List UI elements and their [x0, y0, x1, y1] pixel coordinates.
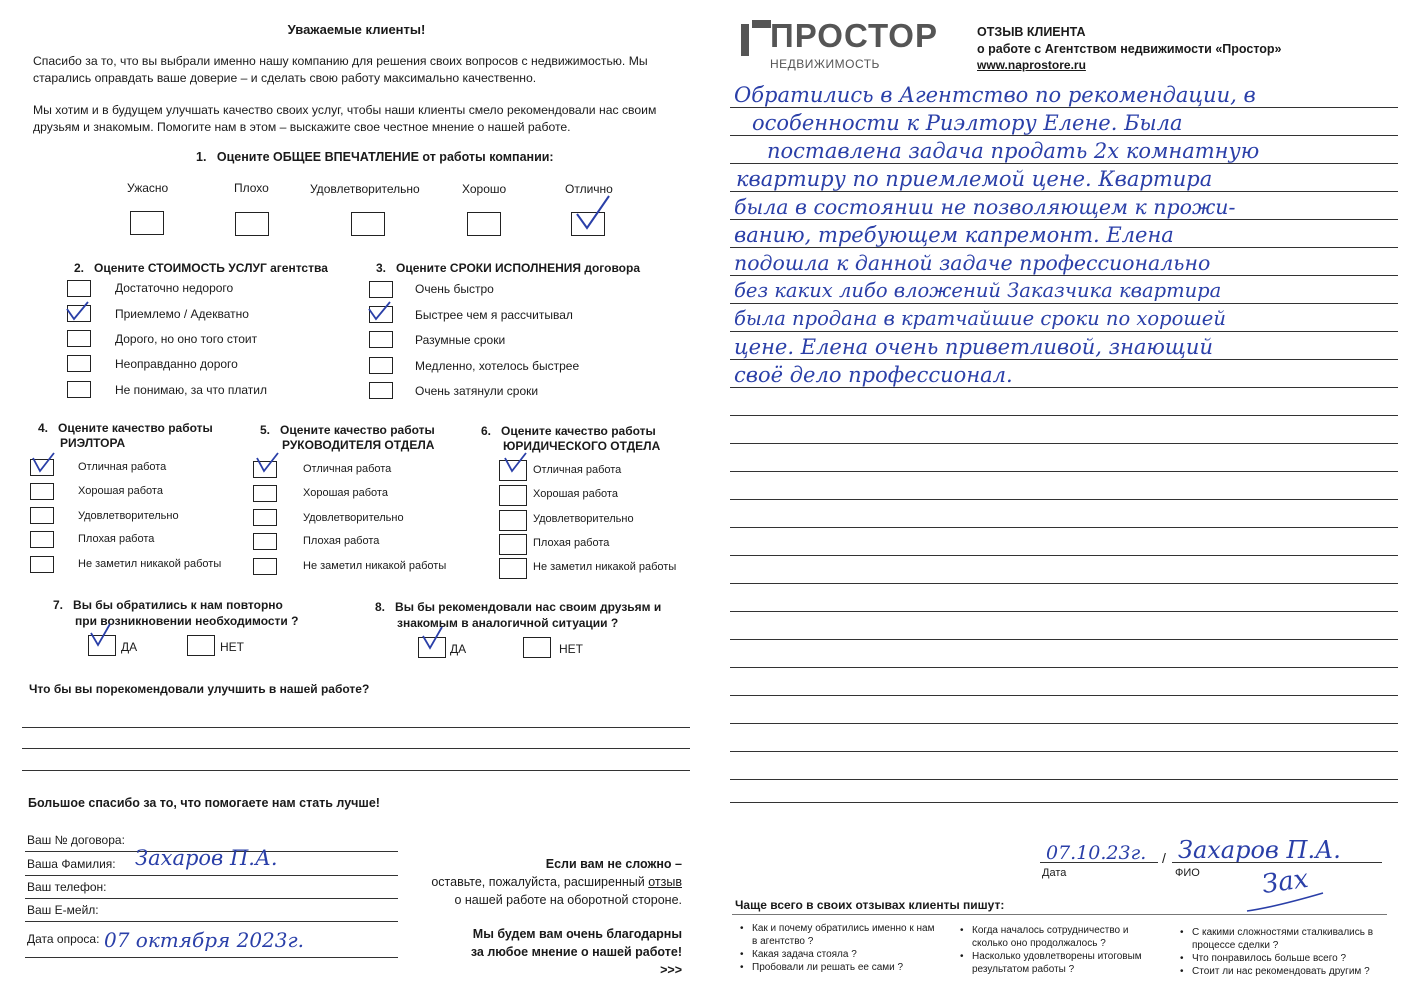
q5-checkbox[interactable]: [253, 485, 277, 502]
review-fio-field[interactable]: [1172, 862, 1382, 863]
q1-option-label: Отлично: [565, 182, 613, 196]
q2-option-label: Достаточно недорого: [115, 281, 234, 295]
review-line: ванию, требующем капремонт. Елена: [734, 223, 1174, 247]
signature: Зах: [1260, 863, 1311, 901]
q8-no-label: НЕТ: [559, 642, 583, 656]
review-line: поставлена задача продать 2х комнатную: [767, 139, 1260, 163]
q1-title: 1. Оцените ОБЩЕЕ ВПЕЧАТЛЕНИЕ от работы компании:: [196, 150, 554, 164]
q4-checkbox[interactable]: [30, 507, 54, 524]
q8-title: 8. Вы бы рекомендовали нас своим друзьям и знакомым в аналогичной ситуации ?: [375, 600, 662, 630]
q6-checkbox[interactable]: [499, 510, 527, 531]
q1-checkbox-satisfactory[interactable]: [351, 212, 385, 236]
ruled-line: [730, 527, 1398, 528]
q2-title: 2. Оцените СТОИМОСТЬ УСЛУГ агентства: [74, 261, 328, 275]
intro-paragraph-2: Мы хотим и в будущем улучшать качество своих услуг, чтобы наши клиенты смело рекомендовали нас своим друзьям и знакомым. Помогите нам в этом – выскажите свое честное мнение о нашей работе.: [33, 103, 657, 134]
survey-title: Уважаемые клиенты!: [287, 22, 426, 37]
q6-option-label: Плохая работа: [533, 537, 610, 549]
surname-field[interactable]: [25, 875, 398, 876]
q6-checkbox[interactable]: [499, 485, 527, 506]
q4-option-label: Отличная работа: [78, 461, 167, 473]
q4-checkbox[interactable]: [30, 556, 54, 573]
ruled-line: [730, 359, 1398, 360]
improve-question: Что бы вы порекомендовали улучшить в нашей работе?: [29, 682, 370, 696]
q2-checkbox[interactable]: [67, 381, 91, 398]
q5-title: 5. Оцените качество работы РУКОВОДИТЕЛЯ ОТДЕЛА: [260, 423, 435, 452]
q7-no-checkbox[interactable]: [187, 635, 215, 656]
q8-no-checkbox[interactable]: [523, 637, 551, 658]
q4-checkbox[interactable]: [30, 531, 54, 548]
q1-checkbox-bad[interactable]: [235, 212, 269, 236]
q3-option-label: Очень затянули сроки: [415, 384, 539, 398]
q3-checkbox[interactable]: [369, 357, 393, 374]
ruled-line: [730, 779, 1398, 780]
phone-field[interactable]: [25, 898, 398, 899]
email-label: Ваш Е-мейл:: [27, 903, 99, 917]
thanks-text: Большое спасибо за то, что помогаете нам стать лучше!: [28, 796, 380, 810]
ruled-line: [730, 611, 1398, 612]
q3-option-label: Очень быстро: [415, 282, 494, 296]
intro-paragraph-1: Спасибо за то, что вы выбрали именно нашу компанию для решения своих вопросов с недвижимостью. Мы старались оправдать ваше доверие – и сделать свою работу максимально качественно.: [33, 54, 648, 85]
q6-option-label: Удовлетворительно: [533, 513, 634, 525]
tips-column-1: • Как и почему обратились именно к нам в агентство ? • Какая задача стояла ? • Пробовали ли решать ее сами ?: [752, 922, 942, 974]
ruled-line: [730, 331, 1398, 332]
surname-label: Ваша Фамилия:: [27, 857, 116, 871]
answer-line[interactable]: [22, 727, 690, 728]
ruled-line: [730, 415, 1398, 416]
q5-checkbox[interactable]: [253, 558, 277, 575]
logo-subtitle: НЕДВИЖИМОСТЬ: [770, 57, 880, 71]
contract-label: Ваш № договора:: [27, 833, 125, 847]
tips-column-2: • Когда началось сотрудничество и сколько оно продолжалось ? • Насколько удовлетворены итоговым результатом работы ?: [972, 924, 1162, 976]
review-link[interactable]: отзыв: [648, 875, 682, 889]
q2-option-label: Дорого, но оно того стоит: [115, 332, 258, 346]
divider: [732, 914, 1387, 915]
review-line: подошла к данной задаче профессионально: [734, 251, 1211, 275]
review-line: особенности к Риэлтору Елене. Была: [752, 111, 1183, 135]
q4-option-label: Удовлетворительно: [78, 510, 179, 522]
ruled-line: [730, 723, 1398, 724]
ruled-line: [730, 135, 1398, 136]
ruled-line: [730, 639, 1398, 640]
logo-mark-icon: [741, 20, 771, 56]
q2-checkbox[interactable]: [67, 280, 91, 297]
review-fio-label: ФИО: [1175, 867, 1200, 879]
ruled-line: [730, 247, 1398, 248]
checkmark-icon: [88, 623, 114, 645]
q2-option-label: Не понимаю, за что платил: [115, 383, 268, 397]
ruled-line: [730, 387, 1398, 388]
q2-option-label: Неоправданно дорого: [115, 357, 238, 371]
ruled-line: [730, 471, 1398, 472]
review-line: цене. Елена очень приветливой, знающий: [734, 335, 1213, 359]
logo-wordmark: ПРОСТОР: [770, 17, 938, 54]
q2-checkbox[interactable]: [67, 355, 91, 372]
q4-option-label: Не заметил никакой работы: [78, 558, 222, 570]
answer-line[interactable]: [22, 748, 690, 749]
ruled-line: [730, 751, 1398, 752]
q8-yes-label: ДА: [450, 642, 467, 656]
q5-option-label: Удовлетворительно: [303, 512, 404, 524]
q6-title: 6. Оцените качество работы ЮРИДИЧЕСКОГО ОТДЕЛА: [481, 424, 661, 453]
ruled-line: [730, 303, 1398, 304]
checkmark-icon: [573, 194, 613, 234]
q3-checkbox[interactable]: [369, 382, 393, 399]
website-link[interactable]: www.naprostore.ru: [977, 58, 1086, 72]
ruled-line: [730, 275, 1398, 276]
q6-checkbox[interactable]: [499, 558, 527, 579]
review-date-label: Дата: [1042, 867, 1067, 879]
review-line: была в состоянии не позволяющем к прожи-: [734, 195, 1236, 219]
ruled-line: [730, 191, 1398, 192]
ruled-line: [730, 443, 1398, 444]
q1-option-label: Плохо: [234, 181, 269, 195]
ruled-line: [730, 583, 1398, 584]
q4-checkbox[interactable]: [30, 483, 54, 500]
review-fio-value: Захаров П.А.: [1178, 836, 1341, 864]
q7-title: 7. Вы бы обратились к нам повторно при возникновении необходимости ?: [53, 598, 299, 628]
review-title: ОТЗЫВ КЛИЕНТА: [977, 25, 1086, 39]
review-line: была продана в кратчайшие сроки по хорошей: [734, 307, 1226, 330]
signature-stroke-icon: [1245, 885, 1325, 915]
review-line: Обратились в Агентство по рекомендации, в: [734, 83, 1256, 107]
review-subtitle: о работе с Агентством недвижимости «Простор»: [977, 42, 1282, 56]
tips-title: Чаще всего в своих отзывах клиенты пишут:: [735, 898, 1005, 912]
q5-checkbox[interactable]: [253, 533, 277, 550]
q1-option-label: Хорошо: [462, 182, 507, 196]
phone-label: Ваш телефон:: [27, 880, 107, 894]
q6-option-label: Не заметил никакой работы: [533, 561, 677, 573]
review-date-value: 07.10.23г.: [1046, 842, 1147, 864]
q7-yes-label: ДА: [121, 640, 138, 654]
ruled-line: [730, 802, 1398, 803]
review-line: квартиру по приемлемой цене. Квартира: [736, 167, 1213, 191]
q5-option-label: Отличная работа: [303, 463, 392, 475]
q5-option-label: Хорошая работа: [303, 487, 388, 499]
q6-option-label: Отличная работа: [533, 464, 622, 476]
q5-option-label: Не заметил никакой работы: [303, 560, 447, 572]
q4-option-label: Хорошая работа: [78, 485, 163, 497]
q3-option-label: Разумные сроки: [415, 333, 506, 347]
q4-option-label: Плохая работа: [78, 533, 155, 545]
checkmark-icon: [502, 452, 528, 474]
checkmark-icon: [254, 452, 280, 474]
review-date-field[interactable]: [1040, 862, 1158, 863]
q3-checkbox[interactable]: [369, 281, 393, 298]
q3-checkbox[interactable]: [369, 331, 393, 348]
date-label: Дата опроса:: [27, 932, 100, 946]
checkmark-icon: [64, 300, 90, 322]
ruled-line: [730, 499, 1398, 500]
q2-option-label: Приемлемо / Адекватно: [115, 307, 249, 321]
surname-value: Захаров П.А.: [135, 846, 278, 870]
checkmark-icon: [420, 626, 446, 648]
date-field[interactable]: [25, 957, 398, 958]
next-page-arrows: >>>: [660, 963, 682, 977]
q1-checkbox-terrible[interactable]: [130, 211, 164, 235]
q1-option-label: Удовлетворительно: [310, 182, 420, 196]
checkmark-icon: [30, 452, 56, 474]
q6-checkbox[interactable]: [499, 534, 527, 555]
tips-column-3: • С какими сложностями сталкивались в процессе сделки ? • Что понравилось больше всего ? • Стоит ли нас рекомендовать другим ?: [1192, 926, 1382, 978]
checkmark-icon: [366, 300, 392, 322]
back-side-note: Если вам не сложно – оставьте, пожалуйста, расширенный отзыв о нашей работе на оборотной стороне.: [431, 857, 682, 907]
answer-line[interactable]: [22, 770, 690, 771]
q4-title: 4. Оцените качество работы РИЭЛТОРА: [38, 421, 213, 450]
ruled-line: [730, 555, 1398, 556]
ruled-line: [730, 219, 1398, 220]
q7-no-label: НЕТ: [220, 640, 244, 654]
email-field[interactable]: [25, 921, 398, 922]
date-value: 07 октября 2023г.: [104, 928, 304, 952]
ruled-line: [730, 107, 1398, 108]
review-line: своё дело профессионал.: [734, 363, 1013, 387]
ruled-line: [730, 695, 1398, 696]
q6-option-label: Хорошая работа: [533, 488, 618, 500]
q2-checkbox[interactable]: [67, 330, 91, 347]
survey-page: [0, 0, 713, 1000]
ruled-line: [730, 163, 1398, 164]
ruled-line: [730, 667, 1398, 668]
q3-option-label: Медленно, хотелось быстрее: [415, 359, 580, 373]
q3-option-label: Быстрее чем я рассчитывал: [415, 308, 573, 322]
q3-title: 3. Оцените СРОКИ ИСПОЛНЕНИЯ договора: [376, 261, 641, 275]
q5-option-label: Плохая работа: [303, 535, 380, 547]
separator: /: [1162, 850, 1166, 866]
q1-checkbox-good[interactable]: [467, 212, 501, 236]
review-line: без каких либо вложений Заказчика квартира: [734, 279, 1222, 302]
gratitude-note: Мы будем вам очень благодарны за любое мнение о нашей работе! >>>: [420, 925, 682, 979]
q5-checkbox[interactable]: [253, 509, 277, 526]
q1-option-label: Ужасно: [127, 181, 169, 195]
